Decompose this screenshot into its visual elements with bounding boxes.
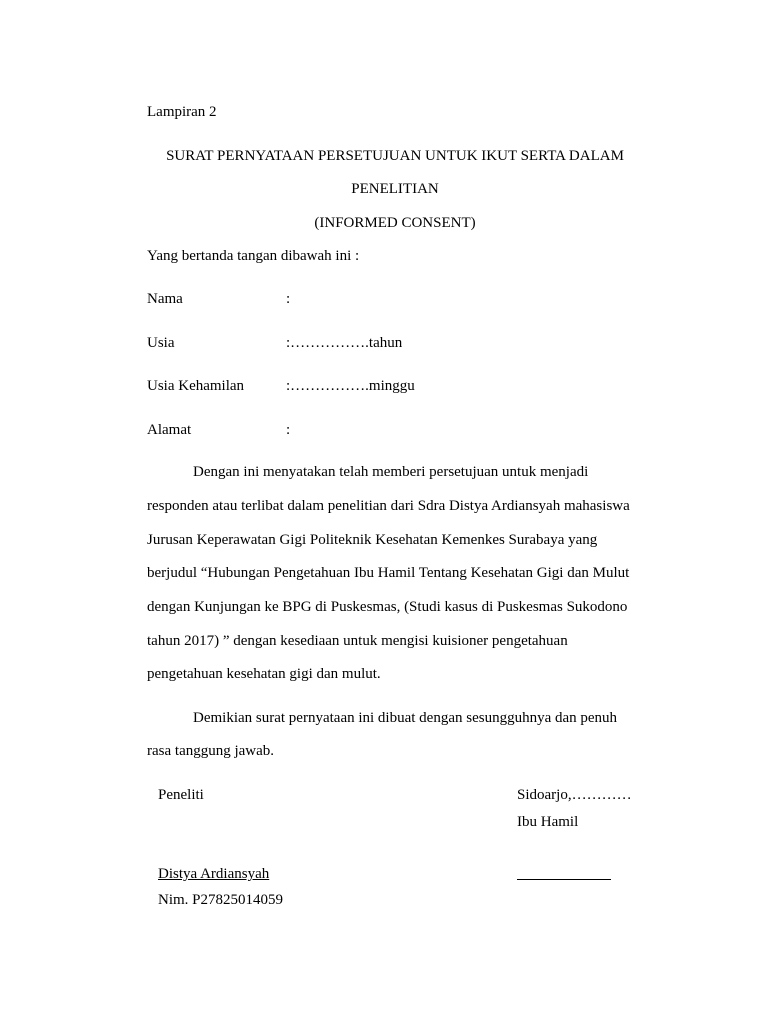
document-subtitle: (INFORMED CONSENT) xyxy=(314,215,476,231)
researcher-nim: Nim. P27825014059 xyxy=(158,892,284,908)
paragraph-line: Dengan ini menyatakan telah memberi persetujuan untuk menjadi xyxy=(193,464,589,480)
respondent-role: Ibu Hamil xyxy=(517,814,579,830)
paragraph-line: berjudul “Hubungan Pengetahuan Ibu Hamil Tentang Kesehatan Gigi dan Mulut xyxy=(147,565,630,581)
researcher-name: Distya Ardiansyah xyxy=(158,866,270,882)
field-age-label: Usia xyxy=(147,335,175,351)
paragraph-line: tahun 2017) ” dengan kesediaan untuk mengisi kuisioner pengetahuan xyxy=(147,633,568,649)
field-age-value: :…………….tahun xyxy=(286,335,403,351)
place-date: Sidoarjo,………… xyxy=(517,787,632,803)
field-address-value: : xyxy=(286,422,291,438)
document-title-line1: SURAT PERNYATAAN PERSETUJUAN UNTUK IKUT SERTA DALAM xyxy=(166,148,624,164)
field-name-label: Nama xyxy=(147,291,183,307)
field-pregnancy-age-value: :…………….minggu xyxy=(286,378,415,394)
paragraph-line: Jurusan Keperawatan Gigi Politeknik Kesehatan Kemenkes Surabaya yang xyxy=(147,532,598,548)
field-name-value: : xyxy=(286,291,291,307)
intro-text: Yang bertanda tangan dibawah ini : xyxy=(147,248,360,264)
researcher-role: Peneliti xyxy=(158,787,204,803)
paragraph-line: rasa tanggung jawab. xyxy=(147,743,275,759)
paragraph-line: pengetahuan kesehatan gigi dan mulut. xyxy=(147,666,381,682)
field-pregnancy-age-label: Usia Kehamilan xyxy=(147,378,245,394)
paragraph-line: responden atau terlibat dalam penelitian dari Sdra Distya Ardiansyah mahasiswa xyxy=(147,498,630,514)
paragraph-line: dengan Kunjungan ke BPG di Puskesmas, (Studi kasus di Puskesmas Sukodono xyxy=(147,599,628,615)
field-address-label: Alamat xyxy=(147,422,192,438)
paragraph-line: Demikian surat pernyataan ini dibuat dengan sesungguhnya dan penuh xyxy=(193,710,618,726)
document-title-line2: PENELITIAN xyxy=(351,181,439,197)
respondent-signature-line xyxy=(517,879,611,880)
appendix-label: Lampiran 2 xyxy=(147,104,217,120)
